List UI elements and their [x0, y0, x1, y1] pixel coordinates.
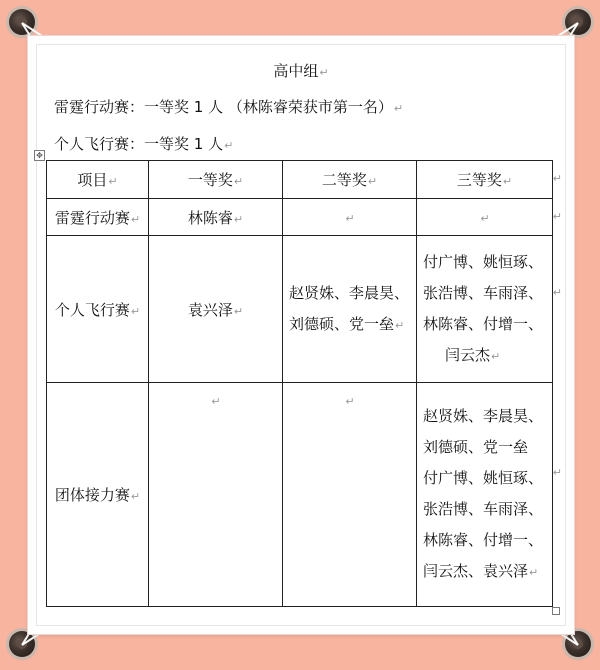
first-prize-cell[interactable]: ↵: [149, 383, 283, 607]
third-prize-cell[interactable]: [417, 236, 553, 383]
winner-line: 闫云杰、袁兴泽↵: [423, 562, 539, 580]
winner-line: 付广博、姚恒琢、: [423, 252, 544, 271]
winner-line: 闫云杰↵: [445, 345, 501, 364]
event-cell[interactable]: 个人飞行赛↵: [47, 236, 149, 383]
first-prize-cell[interactable]: 林陈睿↵: [149, 199, 283, 236]
winner-line: 刘德硕、党一垒: [423, 438, 529, 456]
table-row: [47, 236, 553, 383]
winner-line: 林陈睿、付增一、: [423, 531, 544, 549]
event-cell[interactable]: 团体接力赛↵: [47, 383, 149, 607]
header-cell-second-prize[interactable]: 二等奖↵: [283, 161, 417, 199]
winner-line: 张浩博、车雨泽、: [423, 500, 544, 518]
winner-line: 赵贤姝、李晨昊、: [423, 407, 544, 425]
table-row: [47, 383, 553, 607]
awards-table: [46, 160, 553, 607]
header-cell-event[interactable]: 项目↵: [47, 161, 149, 199]
second-prize-cell[interactable]: [283, 236, 417, 383]
row-end-mark: ↵: [552, 466, 562, 479]
document-page: [28, 36, 574, 634]
winner-line: 赵贤姝、李晨昊、: [289, 283, 410, 302]
pin-top-right-icon: [565, 9, 591, 35]
winner-line: 付广博、姚恒琢、: [423, 469, 544, 487]
row-end-mark: ↵: [552, 172, 562, 185]
event-cell[interactable]: 雷霆行动赛↵: [47, 199, 149, 236]
third-prize-cell[interactable]: ↵: [417, 199, 553, 236]
document-title: 高中组↵: [273, 62, 329, 80]
table-header-row: [47, 161, 553, 199]
second-prize-cell[interactable]: ↵: [283, 383, 417, 607]
award-summary-thunder: 雷霆行动赛：一等奖 1 人 （林陈睿荣获市第一名）↵: [54, 98, 404, 116]
row-end-mark: ↵: [552, 210, 562, 223]
third-prize-cell[interactable]: [417, 383, 553, 607]
table-resize-handle[interactable]: [552, 607, 560, 615]
header-cell-first-prize[interactable]: 一等奖↵: [149, 161, 283, 199]
winner-line: 张浩博、车雨泽、: [423, 283, 544, 302]
table-row: [47, 199, 553, 236]
table-move-handle-icon[interactable]: ✥: [34, 150, 45, 161]
second-prize-cell[interactable]: ↵: [283, 199, 417, 236]
first-prize-cell[interactable]: 袁兴泽↵: [149, 236, 283, 383]
winner-line: 林陈睿、付增一、: [423, 314, 544, 333]
header-cell-third-prize[interactable]: 三等奖↵: [417, 161, 553, 199]
award-summary-individual: 个人飞行赛：一等奖 1 人↵: [54, 135, 234, 153]
row-end-mark: ↵: [552, 286, 562, 299]
winner-line: 刘德硕、党一垒↵: [289, 314, 405, 333]
